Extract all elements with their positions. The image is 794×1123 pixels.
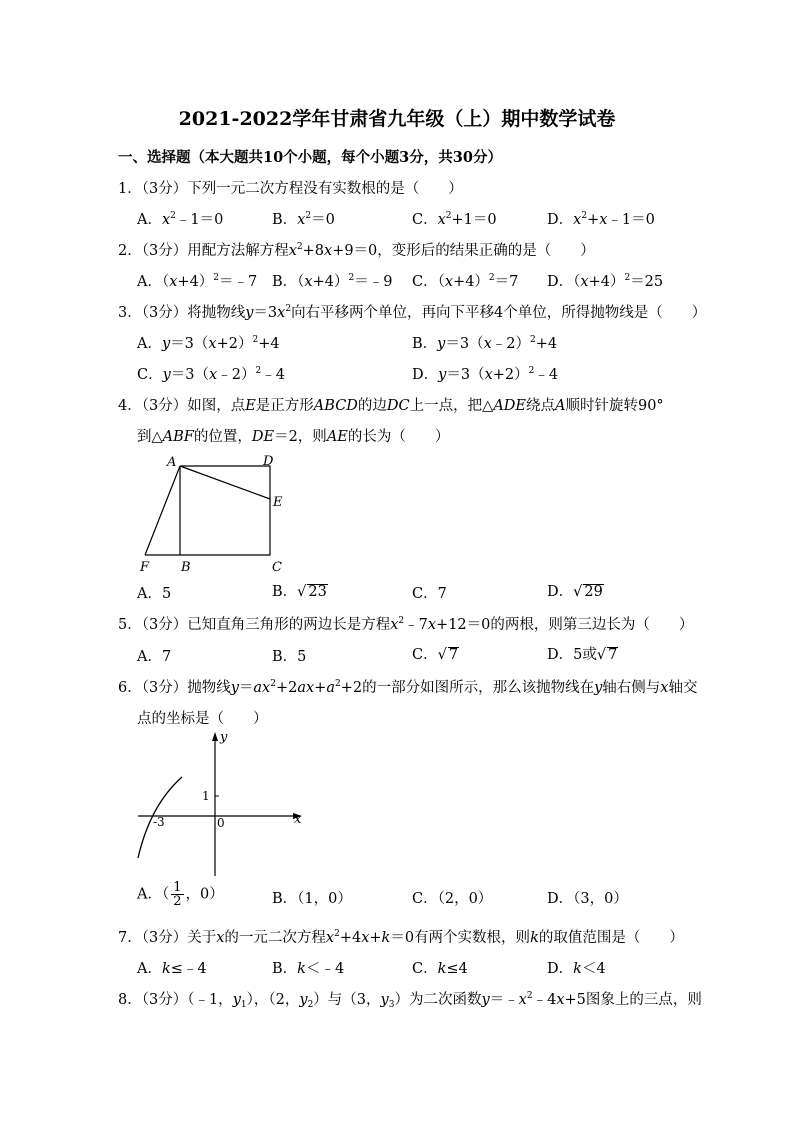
q3-option-c[interactable]: C．y＝3（x﹣2）$^2$﹣4	[137, 366, 285, 383]
q2-option-b[interactable]: B．$(x+4)^2=﹣9$	[272, 273, 393, 290]
question-4-stem-line2: 到△ABF的位置，DE＝2，则AE的长为（ ）	[137, 429, 450, 445]
question-6-stem-line1: 6．（3分）抛物线$y=ax^2+2ax+a^2+2$的一部分如图所示，那么该抛物线在y轴右侧与x轴交	[118, 679, 698, 696]
question-2-stem: 2．（3分）用配方法解方程$x^2+8x+9=0$，变形后的结果正确的是（ ）	[118, 242, 595, 259]
q7-option-b[interactable]: B．k＜﹣4	[272, 961, 345, 977]
label-d: D	[263, 454, 274, 469]
y-tick-label-1: 1	[202, 789, 210, 803]
q5-option-d[interactable]: D．5或√ 7	[547, 647, 618, 663]
label-a: A	[167, 455, 177, 470]
label-f: F	[140, 560, 150, 575]
square-edges	[180, 466, 270, 555]
x-tick-label-neg3: -3	[153, 815, 165, 829]
q6-option-c[interactable]: C．（2，0）	[412, 891, 493, 907]
q6-option-a[interactable]: A．（ $\frac{1}{2}$ ，0）	[137, 880, 224, 909]
x-axis-label: x	[294, 812, 302, 827]
section-heading: 一、选择题（本大题共10个小题，每个小题3分，共30分）	[118, 149, 502, 166]
q1-option-d[interactable]: D．$x^2+x﹣1=0$	[547, 211, 655, 228]
q3-option-a[interactable]: A．$y=3(x+2)^2+4$	[137, 335, 280, 352]
origin-label: 0	[217, 816, 225, 830]
q6-option-d[interactable]: D．（3，0）	[547, 891, 628, 907]
q7-option-c[interactable]: C．k≤4	[412, 961, 468, 977]
question-7-stem: 7．（3分）关于x的一元二次方程$x^2+4x+k=0$有两个实数根，则k的取值范围是（ ）	[118, 929, 684, 946]
page-title: 2021-2022学年甘肃省九年级（上）期中数学试卷	[178, 108, 616, 130]
q2-option-d[interactable]: D．$(x+4)^2=25$	[547, 273, 664, 290]
q4-option-b[interactable]: B．√ 23	[272, 584, 327, 600]
q3-option-b[interactable]: B．y＝3（x﹣2）$^2$+4	[412, 335, 558, 352]
parabola-graph	[130, 728, 310, 878]
label-b: B	[181, 560, 191, 575]
label-c: C	[272, 560, 282, 575]
question-4-stem-line1: 4．（3分）如图，点E是正方形ABCD的边DC上一点，把△ADE绕点A顺时针旋转90°	[118, 398, 664, 414]
q7-option-a[interactable]: A．k≤﹣4	[137, 961, 207, 977]
q4-option-d[interactable]: D．√ 29	[547, 584, 603, 600]
q4-option-c[interactable]: C．7	[412, 586, 447, 602]
y-axis-arrow	[212, 732, 218, 741]
q1-option-b[interactable]: B．$x^2=0$	[272, 211, 335, 228]
question-5-stem: 5．（3分）已知直角三角形的两边长是方程$x^2﹣7x+12=0$的两根，则第三边长为（ ）	[118, 616, 694, 633]
q5-option-b[interactable]: B．5	[272, 649, 307, 665]
y-axis-label: y	[220, 730, 228, 745]
q5-option-c[interactable]: C．√ 7	[412, 647, 459, 663]
q3-option-d[interactable]: D．$y=3(x+2)^2﹣4$	[412, 366, 559, 383]
label-e: E	[273, 495, 283, 510]
segment-af	[145, 466, 180, 555]
fraction-one-half: $\frac{1}{2}$	[173, 880, 182, 909]
q6-option-b[interactable]: B．（1，0）	[272, 891, 352, 907]
segment-ae	[180, 466, 270, 499]
square-rotation-figure	[130, 450, 300, 575]
q2-option-c[interactable]: C．$(x+4)^2=7$	[412, 273, 519, 290]
q5-option-a[interactable]: A．7	[137, 649, 172, 665]
q2-option-a[interactable]: A．$(x+4)^2=﹣7$	[137, 273, 258, 290]
question-3-stem: 3．（3分）将抛物线$y=3x^2$向右平移两个单位，再向下平移4个单位，所得抛物线是（ ）	[118, 304, 707, 321]
question-1-stem: 1．（3分）下列一元二次方程没有实数根的是（ ）	[118, 181, 463, 197]
q1-option-c[interactable]: C．$x^2+1=0$	[412, 211, 497, 228]
q1-option-a[interactable]: A．$x^2﹣1=0$	[137, 211, 224, 228]
q7-option-d[interactable]: D．k＜4	[547, 961, 606, 977]
q4-option-a[interactable]: A．5	[137, 586, 172, 602]
question-6-stem-line2: 点的坐标是（ ）	[137, 711, 268, 727]
question-8-stem: 8．（3分）（﹣1，$y_1$），（2，$y_2$）与（3，$y_3$）为二次函数$y=﹣x^2﹣4x+5$图象上的三点，则	[118, 991, 702, 1010]
